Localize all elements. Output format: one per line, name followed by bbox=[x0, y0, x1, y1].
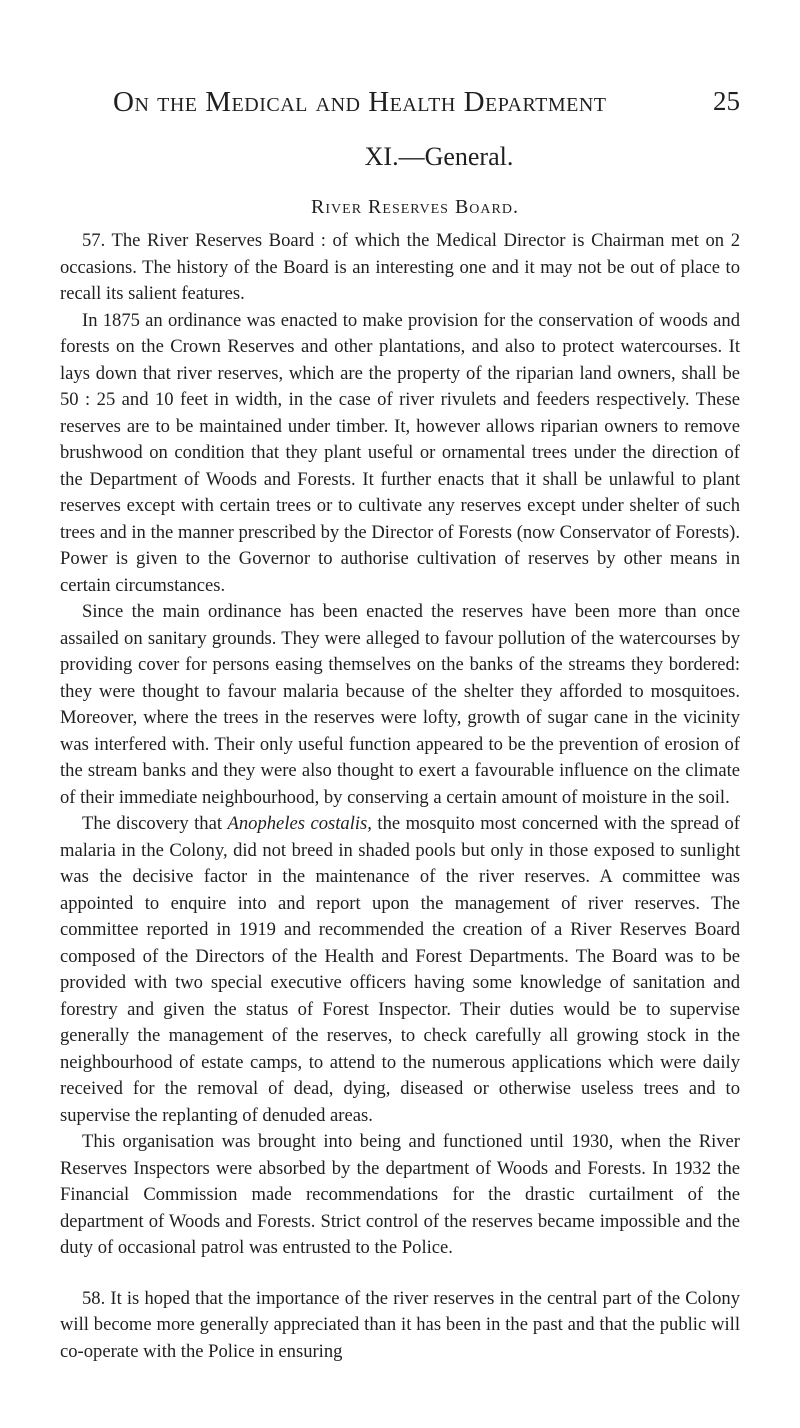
paragraph-organisation: This organisation was brought into being and functioned until 1930, when the River Reserves Inspectors were absorbed by the department of Woods and Forests. In 1932 the Financial Commission made recommendations for the drastic curtailment of the department of Woods and Forests. Strict control of the reserves became impossible and the duty of occasional patrol was entrusted to the Police. bbox=[60, 1131, 740, 1258]
running-header bbox=[60, 86, 740, 126]
page-number: 25 bbox=[713, 86, 740, 116]
paragraph-sanitary-grounds: Since the main ordinance has been enacted the reserves have been more than once assailed on sanitary grounds. They were alleged to favour pollution of the watercourses by providing cover for persons easing themselves on the banks of the streams they bordered: they were thought to favour malaria because of the shelter they afforded to mosquitoes. Moreover, where the trees in the reserves were lofty, growth of sugar cane in the vicinity was interfered with. Their only useful function appeared to be the prevention of erosion of the stream banks and they were also thought to exert a favourable influence on the climate of their immediate neighbourhood, by conserving a certain amount of moisture in the soil. bbox=[60, 601, 740, 808]
paragraph-anopheles-discovery bbox=[60, 811, 740, 1129]
species-name: Anopheles costalis, bbox=[227, 813, 372, 834]
body-text bbox=[60, 228, 740, 1365]
section-heading: XI.—General. bbox=[364, 142, 514, 171]
running-title: On the Medical and Health Department bbox=[113, 86, 607, 118]
board-heading: River Reserves Board. bbox=[311, 196, 519, 218]
discovery-text-end: the mosquito most concerned with the spread of malaria in the Colony, did not breed in shaded pools but only in those exposed to sunlight was the decisive factor in the maintenance of the river reserves. A committee was appointed to enquire into and report upon the management of river reserves. The committee reported in 1919 and recommended the creation of a River Reserves Board composed of the Directors of the Health and Forest Departments. The Board was to be provided with two special executive officers having some knowledge of sanitation and forestry and given the status of Forest Inspector. Their duties would be to supervise generally the management of the reserves, to check carefully all growing stock in the neighbourhood of estate camps, to attend to the numerous applications which were daily received for the removal of dead, dying, diseased or otherwise useless trees and to supervise the replanting of denuded areas. bbox=[60, 813, 740, 1126]
paragraph-58: 58. It is hoped that the importance of the river reserves in the central part of the Colony will become more generally appreciated than it has been in the past and that the public will co-operate with the Police in ensuring bbox=[60, 1287, 740, 1362]
paragraph-57: 57. The River Reserves Board : of which the Medical Director is Chairman met on 2 occasions. The history of the Board is an interesting one and it may not be out of place to recall its salient features. bbox=[60, 230, 740, 304]
paragraph-1875-ordinance: In 1875 an ordinance was enacted to make provision for the conservation of woods and forests on the Crown Reserves and other plantations, and also to protect watercourses. It lays down that river reserves, which are the property of the riparian land owners, shall be 50 : 25 and 10 feet in width, in the case of river rivulets and feeders respectively. These reserves are to be maintained under timber. It, however allows riparian owners to remove brushwood on condition that they plant useful or ornamental trees under the direction of the Department of Woods and Forests. It further enacts that it shall be unlawful to plant reserves except with certain trees or to cultivate any reserves except under shelter of such trees and in the manner prescribed by the Director of Forests (now Conservator of Forests). Power is given to the Governor to authorise cultivation of reserves by other means in certain circumstances. bbox=[60, 309, 740, 596]
discovery-text-start: The discovery that bbox=[82, 813, 228, 834]
